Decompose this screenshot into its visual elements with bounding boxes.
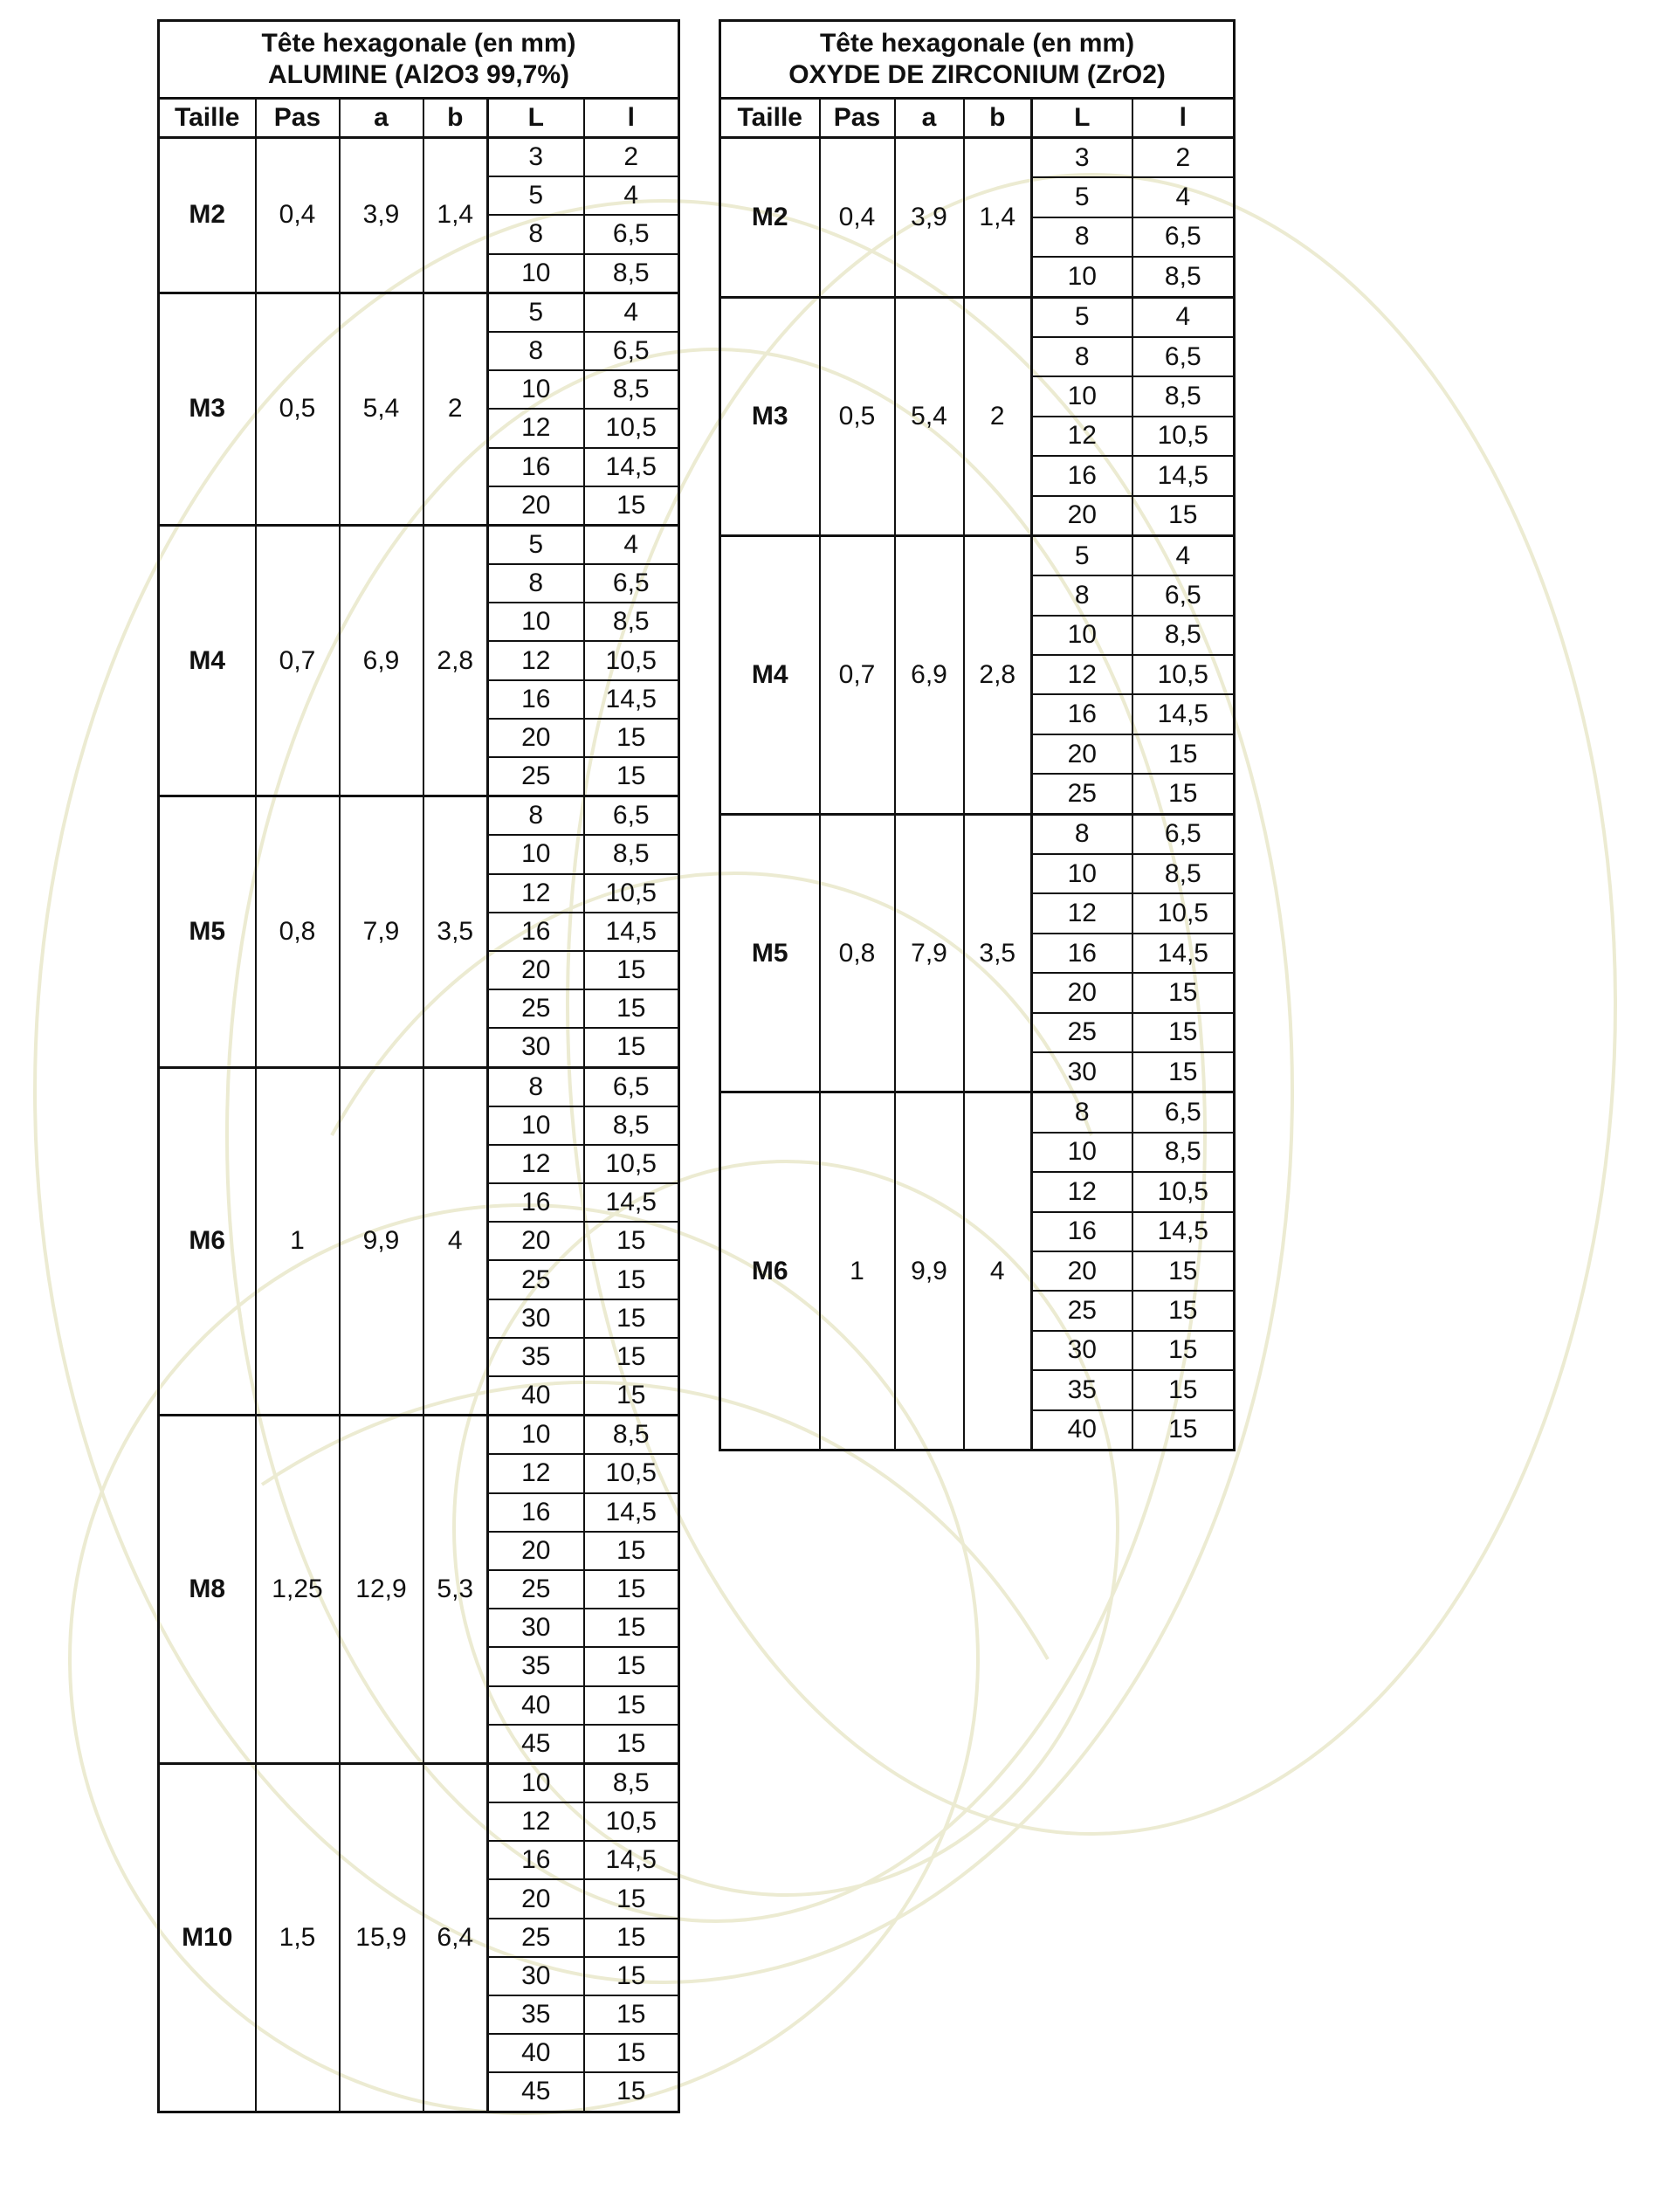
- length-L-cell: 16: [488, 680, 584, 719]
- length-L-cell: 16: [488, 1493, 584, 1532]
- b-cell: 5,3: [423, 1416, 488, 1764]
- length-L-cell: 5: [488, 176, 584, 215]
- length-l-cell: 8,5: [1132, 854, 1235, 893]
- length-l-cell: 15: [584, 1260, 679, 1299]
- header-a: a: [895, 99, 964, 138]
- table-row: [159, 1416, 679, 1455]
- length-L-cell: 25: [488, 757, 584, 796]
- length-l-cell: 6,5: [584, 1067, 679, 1106]
- header-b: b: [423, 99, 488, 138]
- length-L-cell: 12: [1032, 655, 1132, 694]
- length-L-cell: 8: [488, 332, 584, 370]
- b-cell: 3,5: [964, 814, 1032, 1092]
- length-L-cell: 16: [488, 448, 584, 486]
- length-l-cell: 15: [584, 1995, 679, 2034]
- table-row: [720, 1092, 1235, 1133]
- length-L-cell: 10: [1032, 1133, 1132, 1172]
- length-l-cell: 14,5: [1132, 934, 1235, 973]
- length-L-cell: 25: [1032, 1291, 1132, 1330]
- length-l-cell: 6,5: [1132, 814, 1235, 854]
- pas-cell: 0,8: [256, 796, 340, 1067]
- length-l-cell: 8,5: [584, 370, 679, 409]
- length-l-cell: 4: [584, 525, 679, 564]
- header-a: a: [340, 99, 423, 138]
- length-l-cell: 15: [1132, 973, 1235, 1012]
- length-l-cell: 10,5: [1132, 417, 1235, 456]
- length-l-cell: 15: [584, 1609, 679, 1647]
- length-L-cell: 3: [488, 138, 584, 177]
- length-l-cell: 8,5: [584, 1416, 679, 1455]
- length-L-cell: 10: [1032, 616, 1132, 655]
- length-l-cell: 15: [584, 1028, 679, 1067]
- length-l-cell: 4: [584, 293, 679, 332]
- length-L-cell: 8: [1032, 814, 1132, 854]
- length-L-cell: 8: [488, 564, 584, 603]
- header-taille: Taille: [720, 99, 820, 138]
- length-L-cell: 10: [488, 1763, 584, 1802]
- pas-cell: 1: [820, 1092, 895, 1451]
- length-L-cell: 8: [488, 1067, 584, 1106]
- table-row: [159, 525, 679, 564]
- length-L-cell: 20: [1032, 973, 1132, 1012]
- length-l-cell: 14,5: [1132, 1212, 1235, 1251]
- length-L-cell: 16: [1032, 1212, 1132, 1251]
- length-l-cell: 6,5: [1132, 575, 1235, 615]
- size-cell: M5: [720, 814, 820, 1092]
- length-l-cell: 6,5: [584, 215, 679, 253]
- length-L-cell: 20: [488, 951, 584, 989]
- pas-cell: 0,4: [256, 138, 340, 293]
- length-L-cell: 12: [488, 641, 584, 679]
- pas-cell: 0,5: [256, 293, 340, 525]
- length-L-cell: 35: [488, 1338, 584, 1376]
- length-l-cell: 4: [1132, 297, 1235, 337]
- size-cell: M4: [159, 525, 256, 796]
- length-L-cell: 10: [1032, 376, 1132, 416]
- length-L-cell: 8: [1032, 1092, 1132, 1133]
- length-L-cell: 20: [1032, 1251, 1132, 1291]
- length-l-cell: 8,5: [584, 1763, 679, 1802]
- table-title: [159, 21, 679, 99]
- table-row: [720, 535, 1235, 575]
- a-cell: 3,9: [340, 138, 423, 293]
- table-body: [720, 138, 1235, 1451]
- length-l-cell: 15: [584, 1957, 679, 1995]
- length-l-cell: 15: [584, 1222, 679, 1260]
- length-L-cell: 35: [488, 1647, 584, 1685]
- length-l-cell: 8,5: [1132, 616, 1235, 655]
- length-l-cell: 15: [584, 757, 679, 796]
- length-L-cell: 30: [488, 1609, 584, 1647]
- length-L-cell: 12: [1032, 417, 1132, 456]
- length-L-cell: 8: [488, 215, 584, 253]
- length-l-cell: 15: [584, 1919, 679, 1957]
- length-l-cell: 15: [584, 1299, 679, 1338]
- b-cell: 2,8: [964, 535, 1032, 814]
- length-l-cell: 8,5: [584, 835, 679, 873]
- length-l-cell: 15: [584, 989, 679, 1028]
- header-L: L: [488, 99, 584, 138]
- length-L-cell: 3: [1032, 138, 1132, 178]
- pas-cell: 1,5: [256, 1763, 340, 2112]
- length-L-cell: 16: [488, 1841, 584, 1879]
- length-l-cell: 10,5: [584, 1802, 679, 1841]
- length-l-cell: 15: [584, 951, 679, 989]
- length-l-cell: 8,5: [584, 1106, 679, 1145]
- length-l-cell: 6,5: [1132, 1092, 1235, 1133]
- length-L-cell: 30: [1032, 1052, 1132, 1092]
- length-l-cell: 15: [584, 1725, 679, 1764]
- b-cell: 2: [964, 297, 1032, 535]
- a-cell: 12,9: [340, 1416, 423, 1764]
- length-l-cell: 14,5: [584, 680, 679, 719]
- a-cell: 6,9: [340, 525, 423, 796]
- table-row: [720, 138, 1235, 178]
- length-l-cell: 15: [1132, 774, 1235, 814]
- length-L-cell: 20: [488, 1879, 584, 1918]
- length-l-cell: 4: [584, 176, 679, 215]
- length-L-cell: 5: [1032, 177, 1132, 217]
- a-cell: 7,9: [895, 814, 964, 1092]
- a-cell: 6,9: [895, 535, 964, 814]
- length-l-cell: 6,5: [584, 564, 679, 603]
- table-row: [159, 293, 679, 332]
- length-L-cell: 5: [1032, 297, 1132, 337]
- length-L-cell: 45: [488, 1725, 584, 1764]
- length-l-cell: 15: [1132, 1331, 1235, 1370]
- length-L-cell: 20: [1032, 496, 1132, 536]
- length-l-cell: 8,5: [1132, 257, 1235, 297]
- length-L-cell: 8: [488, 796, 584, 836]
- size-cell: M2: [159, 138, 256, 293]
- header-pas: Pas: [820, 99, 895, 138]
- length-l-cell: 6,5: [1132, 217, 1235, 257]
- size-cell: M4: [720, 535, 820, 814]
- b-cell: 2: [423, 293, 488, 525]
- length-l-cell: 14,5: [1132, 456, 1235, 495]
- size-cell: M6: [159, 1067, 256, 1416]
- length-l-cell: 15: [1132, 1410, 1235, 1451]
- size-cell: M2: [720, 138, 820, 298]
- header-L: L: [1032, 99, 1132, 138]
- length-L-cell: 35: [488, 1995, 584, 2034]
- length-l-cell: 4: [1132, 535, 1235, 575]
- length-l-cell: 4: [1132, 177, 1235, 217]
- table-body: [159, 138, 679, 2112]
- length-L-cell: 40: [488, 1376, 584, 1416]
- length-L-cell: 20: [1032, 734, 1132, 774]
- length-l-cell: 15: [1132, 734, 1235, 774]
- a-cell: 5,4: [895, 297, 964, 535]
- pas-cell: 1: [256, 1067, 340, 1416]
- length-L-cell: 8: [1032, 217, 1132, 257]
- length-L-cell: 25: [488, 1260, 584, 1299]
- a-cell: 5,4: [340, 293, 423, 525]
- b-cell: 1,4: [423, 138, 488, 293]
- length-l-cell: 10,5: [584, 874, 679, 913]
- size-cell: M3: [159, 293, 256, 525]
- length-L-cell: 20: [488, 1532, 584, 1570]
- length-L-cell: 30: [1032, 1331, 1132, 1370]
- length-L-cell: 10: [488, 370, 584, 409]
- table-title-line1: Tête hexagonale (en mm): [261, 29, 576, 58]
- length-l-cell: 15: [1132, 1291, 1235, 1330]
- length-L-cell: 25: [1032, 774, 1132, 814]
- length-L-cell: 5: [1032, 535, 1132, 575]
- length-l-cell: 15: [584, 1376, 679, 1416]
- b-cell: 4: [423, 1067, 488, 1416]
- length-l-cell: 15: [584, 1532, 679, 1570]
- table-row: [720, 297, 1235, 337]
- length-L-cell: 10: [1032, 854, 1132, 893]
- size-cell: M6: [720, 1092, 820, 1451]
- length-L-cell: 16: [1032, 694, 1132, 734]
- size-cell: M8: [159, 1416, 256, 1764]
- length-L-cell: 20: [488, 1222, 584, 1260]
- length-l-cell: 10,5: [1132, 1172, 1235, 1211]
- length-L-cell: 40: [488, 1686, 584, 1725]
- length-l-cell: 15: [1132, 1251, 1235, 1291]
- b-cell: 6,4: [423, 1763, 488, 2112]
- table-row: [159, 1763, 679, 1802]
- table-title-line1: Tête hexagonale (en mm): [819, 29, 1135, 58]
- length-l-cell: 8,5: [1132, 376, 1235, 416]
- b-cell: 4: [964, 1092, 1032, 1451]
- length-l-cell: 15: [584, 1570, 679, 1609]
- pas-cell: 0,7: [820, 535, 895, 814]
- header-pas: Pas: [256, 99, 340, 138]
- b-cell: 2,8: [423, 525, 488, 796]
- length-l-cell: 14,5: [584, 1493, 679, 1532]
- header-l: l: [584, 99, 679, 138]
- pas-cell: 0,8: [820, 814, 895, 1092]
- length-l-cell: 6,5: [1132, 337, 1235, 376]
- length-l-cell: 2: [584, 138, 679, 177]
- length-l-cell: 15: [584, 1879, 679, 1918]
- length-l-cell: 15: [584, 486, 679, 526]
- length-L-cell: 8: [1032, 575, 1132, 615]
- pas-cell: 0,5: [820, 297, 895, 535]
- header-taille: Taille: [159, 99, 256, 138]
- length-L-cell: 5: [488, 293, 584, 332]
- length-L-cell: 8: [1032, 337, 1132, 376]
- length-l-cell: 10,5: [584, 1145, 679, 1183]
- table-title-line2: OXYDE DE ZIRCONIUM (ZrO2): [788, 60, 1166, 89]
- pas-cell: 0,7: [256, 525, 340, 796]
- length-L-cell: 12: [1032, 1172, 1132, 1211]
- a-cell: 9,9: [340, 1067, 423, 1416]
- length-l-cell: 15: [584, 2034, 679, 2072]
- pas-cell: 0,4: [820, 138, 895, 298]
- length-L-cell: 40: [1032, 1410, 1132, 1451]
- length-l-cell: 6,5: [584, 332, 679, 370]
- table-title-line2: ALUMINE (Al2O3 99,7%): [267, 60, 570, 89]
- length-l-cell: 15: [584, 719, 679, 757]
- length-L-cell: 12: [1032, 893, 1132, 933]
- length-l-cell: 14,5: [584, 448, 679, 486]
- length-l-cell: 6,5: [584, 796, 679, 836]
- length-L-cell: 20: [488, 486, 584, 526]
- length-l-cell: 8,5: [584, 603, 679, 641]
- length-L-cell: 25: [488, 1919, 584, 1957]
- length-l-cell: 14,5: [584, 1841, 679, 1879]
- header-l: l: [1132, 99, 1235, 138]
- length-L-cell: 40: [488, 2034, 584, 2072]
- length-l-cell: 8,5: [1132, 1133, 1235, 1172]
- length-l-cell: 15: [1132, 1052, 1235, 1092]
- b-cell: 1,4: [964, 138, 1032, 298]
- length-L-cell: 30: [488, 1299, 584, 1338]
- length-L-cell: 35: [1032, 1370, 1132, 1409]
- length-l-cell: 15: [584, 2072, 679, 2112]
- length-l-cell: 15: [1132, 496, 1235, 536]
- table-row: [720, 814, 1235, 854]
- table-row: [159, 1067, 679, 1106]
- pas-cell: 1,25: [256, 1416, 340, 1764]
- length-l-cell: 14,5: [584, 913, 679, 951]
- length-L-cell: 12: [488, 874, 584, 913]
- length-L-cell: 10: [1032, 257, 1132, 297]
- length-l-cell: 2: [1132, 138, 1235, 178]
- a-cell: 7,9: [340, 796, 423, 1067]
- length-L-cell: 16: [1032, 456, 1132, 495]
- length-L-cell: 16: [488, 1183, 584, 1222]
- length-L-cell: 45: [488, 2072, 584, 2112]
- size-cell: M5: [159, 796, 256, 1067]
- length-l-cell: 15: [584, 1338, 679, 1376]
- length-l-cell: 14,5: [584, 1183, 679, 1222]
- length-L-cell: 12: [488, 1454, 584, 1492]
- length-L-cell: 16: [488, 913, 584, 951]
- length-l-cell: 10,5: [1132, 655, 1235, 694]
- length-L-cell: 30: [488, 1957, 584, 1995]
- length-L-cell: 20: [488, 719, 584, 757]
- header-b: b: [964, 99, 1032, 138]
- length-l-cell: 15: [1132, 1013, 1235, 1052]
- length-L-cell: 12: [488, 1802, 584, 1841]
- length-l-cell: 10,5: [584, 409, 679, 447]
- zirconium-spec-table: [719, 19, 1236, 1451]
- table-title: [720, 21, 1235, 99]
- length-l-cell: 15: [584, 1686, 679, 1725]
- a-cell: 9,9: [895, 1092, 964, 1451]
- a-cell: 3,9: [895, 138, 964, 298]
- length-L-cell: 10: [488, 835, 584, 873]
- length-L-cell: 16: [1032, 934, 1132, 973]
- length-L-cell: 10: [488, 1416, 584, 1455]
- length-L-cell: 25: [1032, 1013, 1132, 1052]
- length-L-cell: 5: [488, 525, 584, 564]
- length-L-cell: 10: [488, 603, 584, 641]
- length-L-cell: 25: [488, 989, 584, 1028]
- length-L-cell: 25: [488, 1570, 584, 1609]
- length-l-cell: 10,5: [584, 641, 679, 679]
- alumine-spec-table: [157, 19, 680, 2113]
- length-l-cell: 8,5: [584, 254, 679, 293]
- length-L-cell: 10: [488, 254, 584, 293]
- a-cell: 15,9: [340, 1763, 423, 2112]
- size-cell: M10: [159, 1763, 256, 2112]
- length-L-cell: 12: [488, 409, 584, 447]
- length-l-cell: 10,5: [584, 1454, 679, 1492]
- length-l-cell: 10,5: [1132, 893, 1235, 933]
- table-row: [159, 138, 679, 177]
- table-row: [159, 796, 679, 836]
- length-L-cell: 30: [488, 1028, 584, 1067]
- length-L-cell: 12: [488, 1145, 584, 1183]
- b-cell: 3,5: [423, 796, 488, 1067]
- length-L-cell: 10: [488, 1106, 584, 1145]
- size-cell: M3: [720, 297, 820, 535]
- length-l-cell: 15: [584, 1647, 679, 1685]
- length-l-cell: 15: [1132, 1370, 1235, 1409]
- length-l-cell: 14,5: [1132, 694, 1235, 734]
